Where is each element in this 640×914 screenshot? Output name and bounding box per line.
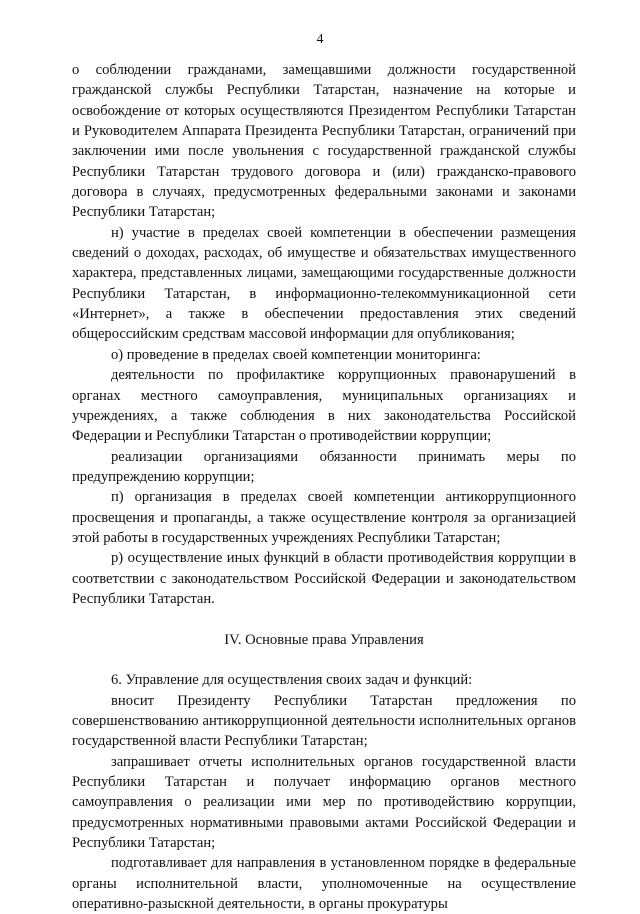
page-number: 4 [316, 32, 324, 47]
spacer [72, 650, 576, 670]
section-heading: IV. Основные права Управления [224, 631, 424, 648]
paragraph-submits-proposals: вносит Президенту Республики Татарстан предложения по совершенствованию антикоррупционной деятельности исполнительных органов государственной власти Республики Татарстан; [72, 692, 576, 750]
paragraph-item-r: р) осуществление иных функций в области противодействия коррупции в соответствии с законодательством Российской Федерации и законодательством Республики Татарстан. [72, 550, 576, 607]
paragraph-clause-6: 6. Управление для осуществления своих задач и функций: [111, 672, 473, 689]
paragraph-requests-reports: запрашивает отчеты исполнительных органов государственной власти Республики Татарстан и получает информацию органов местного самоуправления о реализации ими мер по противодействию коррупции, предусмотренных нормативными правовыми актами Российской Федерации и Республики Татарстан; [72, 753, 576, 852]
paragraph-prepares-materials: подготавливает для направления в установленном порядке в федеральные органы исполнительной власти, уполномоченные на осуществление оперативно-разыскной деятельности, в органы прокуратуры [72, 855, 576, 913]
paragraph-item-p: п) организация в пределах своей компетенции антикоррупционного просвещения и пропаганды, а также осуществление контроля за организацией этой работы в государственных учреждениях Республики Татарстан; [72, 489, 576, 546]
paragraph-monitoring-organizations: реализации организациями обязанности принимать меры по предупреждению коррупции; [72, 448, 576, 485]
spacer [72, 609, 576, 629]
paragraph-item-o: о) проведение в пределах своей компетенции мониторинга: [111, 346, 481, 363]
paragraph-item-n: н) участие в пределах своей компетенции в обеспечении размещения сведений о доходах, расходах, об имуществе и обязательствах имущественного характера, представленных лицами, замещающими государственные должности Республики Татарстан, в информационно-телекоммуникационной сети «Интернет», а также в обеспечении предоставления этих сведений общероссийским средствам массовой информации для опубликования; [72, 224, 576, 343]
paragraph-observance-restrictions: о соблюдении гражданами, замещавшими должности государственной гражданской службы Республики Татарстан, назначение на которые и освобождение от которых осуществляются Президентом Республики Татарстан и Руководителем Аппарата Президента Республики Татарстан, ограничений при заключении ими после увольнения с государственной гражданской службы Республики Татарстан трудового договора и (или) гражданско-правового договора в случаях, предусмотренных федеральными законами и законами Республики Татарстан; [72, 62, 576, 221]
document-body [72, 60, 576, 914]
paragraph-monitoring-activity: деятельности по профилактике коррупционных правонарушений в органах местного самоуправления, муниципальных организациях и учреждениях, а также соблюдения в них законодательства Российской Федерации и Республики Татарстан о противодействии коррупции; [72, 367, 576, 445]
